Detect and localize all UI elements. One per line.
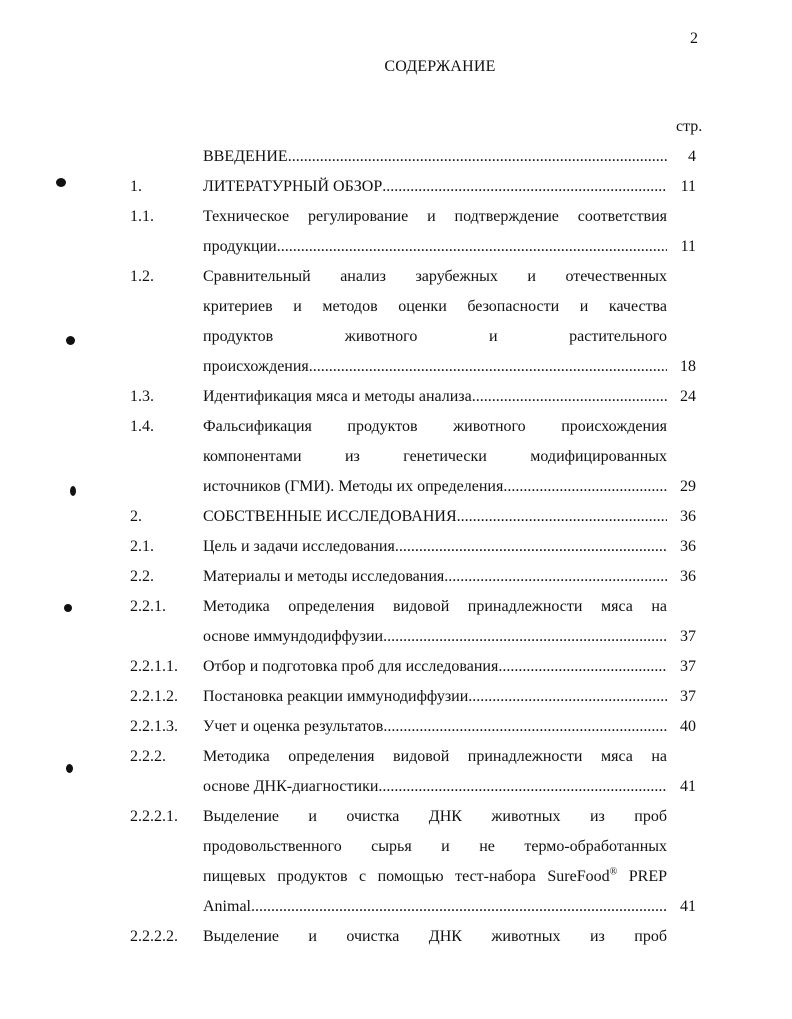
toc-entry-line <box>0 412 792 442</box>
dot-leader <box>395 532 667 562</box>
toc-entry-page: 18 <box>680 358 696 375</box>
toc-entry-page: 4 <box>688 148 696 165</box>
toc-entry-text: пищевых продуктов с помощью тест-набора SureFood® PREP <box>203 866 667 885</box>
toc-entry <box>0 742 792 802</box>
toc-entry-leader <box>203 622 667 652</box>
toc-entry-leader <box>203 172 667 202</box>
toc-entry-number: 1. <box>130 178 142 195</box>
dot-leader <box>277 232 667 262</box>
toc-entry-number: 2.2.1.2. <box>130 688 178 705</box>
toc-entry-page: 11 <box>680 238 696 255</box>
toc-entry-leader <box>203 562 667 592</box>
toc-entry-line <box>0 442 792 472</box>
toc-entry-page: 11 <box>680 178 696 195</box>
toc-entry-line <box>0 502 792 532</box>
toc-entry-page: 36 <box>680 508 696 525</box>
toc-entry-line <box>0 472 792 502</box>
toc-entry-leader <box>203 652 667 682</box>
toc-entry-number: 2.2.2. <box>130 748 166 765</box>
toc-entry-page: 41 <box>680 778 696 795</box>
toc-entry <box>0 142 792 172</box>
dot-leader <box>288 142 667 172</box>
dot-leader <box>498 652 667 682</box>
toc-entry-text: Постановка реакции иммунодиффузии <box>203 688 469 705</box>
toc-entry-leader <box>203 472 667 502</box>
toc-entry-line <box>0 772 792 802</box>
toc-entry-leader <box>203 772 667 802</box>
table-of-contents <box>0 142 792 952</box>
toc-entry <box>0 802 792 922</box>
toc-entry-text: Animal <box>203 898 251 915</box>
toc-entry-leader <box>203 352 667 382</box>
toc-entry-text: Выделение и очистка ДНК животных из проб <box>203 928 667 945</box>
dot-leader <box>503 472 667 502</box>
toc-entry-line <box>0 922 792 952</box>
toc-entry-line <box>0 742 792 772</box>
toc-entry-line <box>0 832 792 862</box>
toc-entry-line <box>0 562 792 592</box>
toc-entry-number: 1.4. <box>130 418 154 435</box>
toc-entry-line <box>0 382 792 412</box>
scan-blot <box>70 486 76 496</box>
toc-entry <box>0 562 792 592</box>
toc-entry-line <box>0 622 792 652</box>
toc-entry-line <box>0 232 792 262</box>
toc-entry-text: Методика определения видовой принадлежности мяса на <box>203 598 667 615</box>
toc-entry <box>0 532 792 562</box>
page-title: СОДЕРЖАНИЕ <box>384 58 496 75</box>
toc-entry <box>0 682 792 712</box>
toc-entry-page: 24 <box>680 388 696 405</box>
toc-entry-text: компонентами из генетически модифицированных <box>203 448 667 465</box>
toc-entry-leader <box>203 532 667 562</box>
toc-entry-text: Техническое регулирование и подтверждение соответствия <box>203 208 667 225</box>
toc-entry-line <box>0 142 792 172</box>
toc-entry-text: продовольственного сырья и не термо-обработанных <box>203 838 667 855</box>
toc-entry-number: 2.2.1.3. <box>130 718 178 735</box>
toc-entry-text: Материалы и методы исследования <box>203 568 445 585</box>
toc-entry-leader <box>203 232 667 262</box>
page-number: 2 <box>690 30 698 47</box>
toc-entry-text: СОБСТВЕННЫЕ ИССЛЕДОВАНИЯ <box>203 508 457 525</box>
toc-entry-number: 2.1. <box>130 538 154 555</box>
toc-entry <box>0 592 792 652</box>
toc-entry-line <box>0 892 792 922</box>
toc-entry-leader <box>203 712 667 742</box>
toc-entry-line <box>0 352 792 382</box>
toc-entry <box>0 502 792 532</box>
toc-entry-leader <box>203 502 667 532</box>
scan-blot <box>64 604 72 612</box>
scan-blot <box>66 764 73 773</box>
toc-entry-line <box>0 862 792 892</box>
toc-entry-page: 37 <box>680 658 696 675</box>
toc-entry-leader <box>203 382 667 412</box>
toc-entry-text: источников (ГМИ). Методы их определения <box>203 478 504 495</box>
dot-leader <box>457 502 667 532</box>
scan-blot <box>66 336 75 345</box>
toc-entry-number: 2.2.1.1. <box>130 658 178 675</box>
toc-entry <box>0 202 792 262</box>
dot-leader <box>468 682 667 712</box>
toc-entry-text: происхождения <box>203 358 309 375</box>
toc-entry-line <box>0 292 792 322</box>
toc-entry-page: 41 <box>680 898 696 915</box>
toc-entry-page: 36 <box>680 538 696 555</box>
toc-entry-number: 2.2.1. <box>130 598 166 615</box>
toc-entry-page: 37 <box>680 628 696 645</box>
dot-leader <box>383 622 667 652</box>
toc-entry-text: Методика определения видовой принадлежности мяса на <box>203 748 667 765</box>
toc-entry-line <box>0 262 792 292</box>
toc-entry-text: Цель и задачи исследования <box>203 538 395 555</box>
toc-entry-number: 1.2. <box>130 268 154 285</box>
toc-entry <box>0 652 792 682</box>
toc-entry-line <box>0 682 792 712</box>
toc-entry <box>0 172 792 202</box>
toc-entry-text: критериев и методов оценки безопасности и качества <box>203 298 667 315</box>
toc-entry-text: основе ДНК-диагностики <box>203 778 379 795</box>
toc-entry-page: 40 <box>680 718 696 735</box>
toc-entry-text: продуктов животного и растительного <box>203 328 667 345</box>
toc-entry-number: 2. <box>130 508 142 525</box>
toc-entry-leader <box>203 892 667 922</box>
toc-entry-line <box>0 652 792 682</box>
dot-leader <box>444 562 667 592</box>
toc-entry-line <box>0 712 792 742</box>
toc-entry-line <box>0 592 792 622</box>
scan-blot <box>56 178 66 187</box>
toc-entry-line <box>0 172 792 202</box>
dot-leader <box>251 892 667 922</box>
toc-entry <box>0 712 792 742</box>
toc-entry-line <box>0 532 792 562</box>
toc-entry-leader <box>203 682 667 712</box>
toc-entry-page: 29 <box>680 478 696 495</box>
dot-leader <box>383 712 667 742</box>
toc-entry-text: ВВЕДЕНИЕ <box>203 148 288 165</box>
toc-entry-number: 1.3. <box>130 388 154 405</box>
toc-entry-text: Учет и оценка результатов <box>203 718 384 735</box>
toc-entry <box>0 922 792 952</box>
toc-entry <box>0 262 792 382</box>
toc-entry-number: 2.2.2.2. <box>130 928 178 945</box>
toc-entry-line <box>0 802 792 832</box>
toc-entry-number: 2.2.2.1. <box>130 808 178 825</box>
toc-entry-page: 37 <box>680 688 696 705</box>
toc-entry-text: ЛИТЕРАТУРНЫЙ ОБЗОР <box>203 178 383 195</box>
toc-entry-text: Отбор и подготовка проб для исследования <box>203 658 499 675</box>
toc-entry-line <box>0 322 792 352</box>
toc-entry-text: Идентификация мяса и методы анализа <box>203 388 472 405</box>
page-column-label: стр. <box>676 118 703 135</box>
toc-entry-leader <box>203 142 667 172</box>
dot-leader <box>309 352 667 382</box>
toc-entry <box>0 412 792 502</box>
toc-entry <box>0 382 792 412</box>
toc-entry-number: 1.1. <box>130 208 154 225</box>
dot-leader <box>382 172 667 202</box>
toc-entry-text: Фальсификация продуктов животного происхождения <box>203 418 667 435</box>
toc-entry-text: Выделение и очистка ДНК животных из проб <box>203 808 667 825</box>
toc-entry-number: 2.2. <box>130 568 154 585</box>
toc-entry-line <box>0 202 792 232</box>
dot-leader <box>472 382 667 412</box>
toc-entry-text: Сравнительный анализ зарубежных и отечественных <box>203 268 667 285</box>
toc-entry-page: 36 <box>680 568 696 585</box>
toc-entry-text: продукции <box>203 238 277 255</box>
dot-leader <box>378 772 667 802</box>
toc-entry-text: основе иммундодиффузии <box>203 628 384 645</box>
